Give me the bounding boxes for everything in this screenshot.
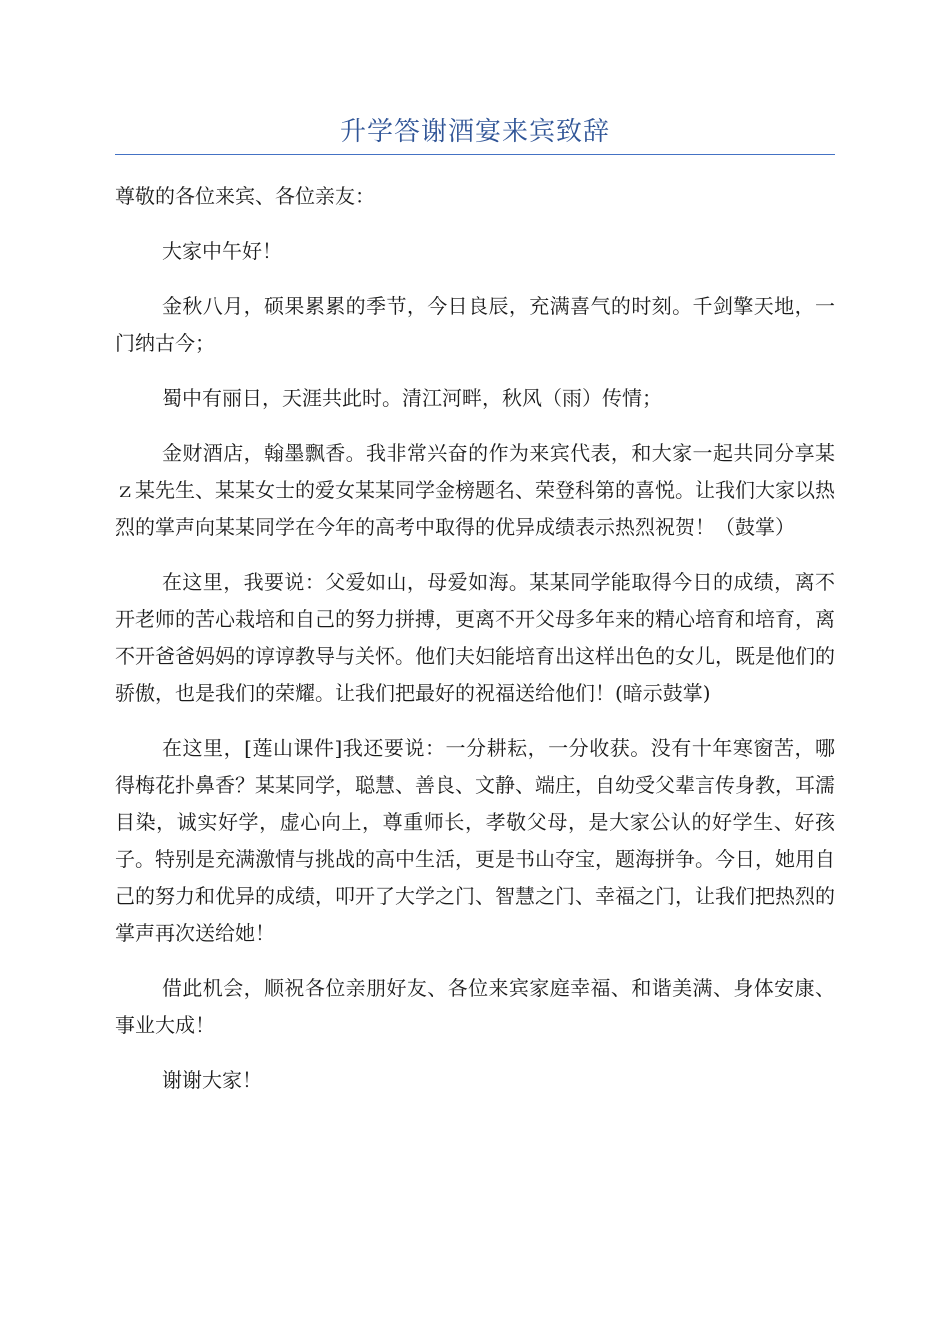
document-title: 升学答谢酒宴来宾致辞 [339,117,610,147]
document-body [115,178,835,1117]
salutation: 尊敬的各位来宾、各位亲友： [115,184,375,208]
paragraph: 在这里，我要说：父爱如山，母爱如海。某某同学能取得今日的成绩，离不开老师的苦心栽培和自己的努力拼搏，更离不开父母多年来的精心培育和培育，离不开爸爸妈妈的谆谆教导与关怀。他们夫妇能培育出这样出色的女儿，既是他们的骄傲，也是我们的荣耀。让我们把最好的祝福送给他们！(暗示鼓掌) [115,570,835,705]
closing: 谢谢大家！ [162,1068,262,1092]
paragraph: 借此机会，顺祝各位亲朋好友、各位来宾家庭幸福、和谐美满、身体安康、事业大成！ [115,976,835,1037]
paragraph: 在这里，[莲山课件]我还要说：一分耕耘，一分收获。没有十年寒窗苦，哪得梅花扑鼻香？某某同学，聪慧、善良、文静、端庄，自幼受父辈言传身教，耳濡目染，诚实好学，虚心向上，尊重师长，孝敬父母，是大家公认的好学生、好孩子。特别是充满激情与挑战的高中生活，更是书山夺宝，题海拼争。今日，她用自己的努力和优异的成绩，叩开了大学之门、智慧之门、幸福之门，让我们把热烈的掌声再次送给她！ [115,736,835,945]
paragraph: 金财酒店，翰墨飘香。我非常兴奋的作为来宾代表，和大家一起共同分享某ｚ某先生、某某女士的爱女某某同学金榜题名、荣登科第的喜悦。让我们大家以热烈的掌声向某某同学在今年的高考中取得的优异成绩表示热烈祝贺！（鼓掌） [115,441,835,539]
title-divider [115,154,835,155]
greeting: 大家中午好！ [162,239,282,263]
paragraph: 蜀中有丽日，天涯共此时。清江河畔，秋风（雨）传情； [162,386,662,410]
paragraph: 金秋八月，硕果累累的季节，今日良辰，充满喜气的时刻。千剑擎天地，一门纳古今； [115,294,835,355]
